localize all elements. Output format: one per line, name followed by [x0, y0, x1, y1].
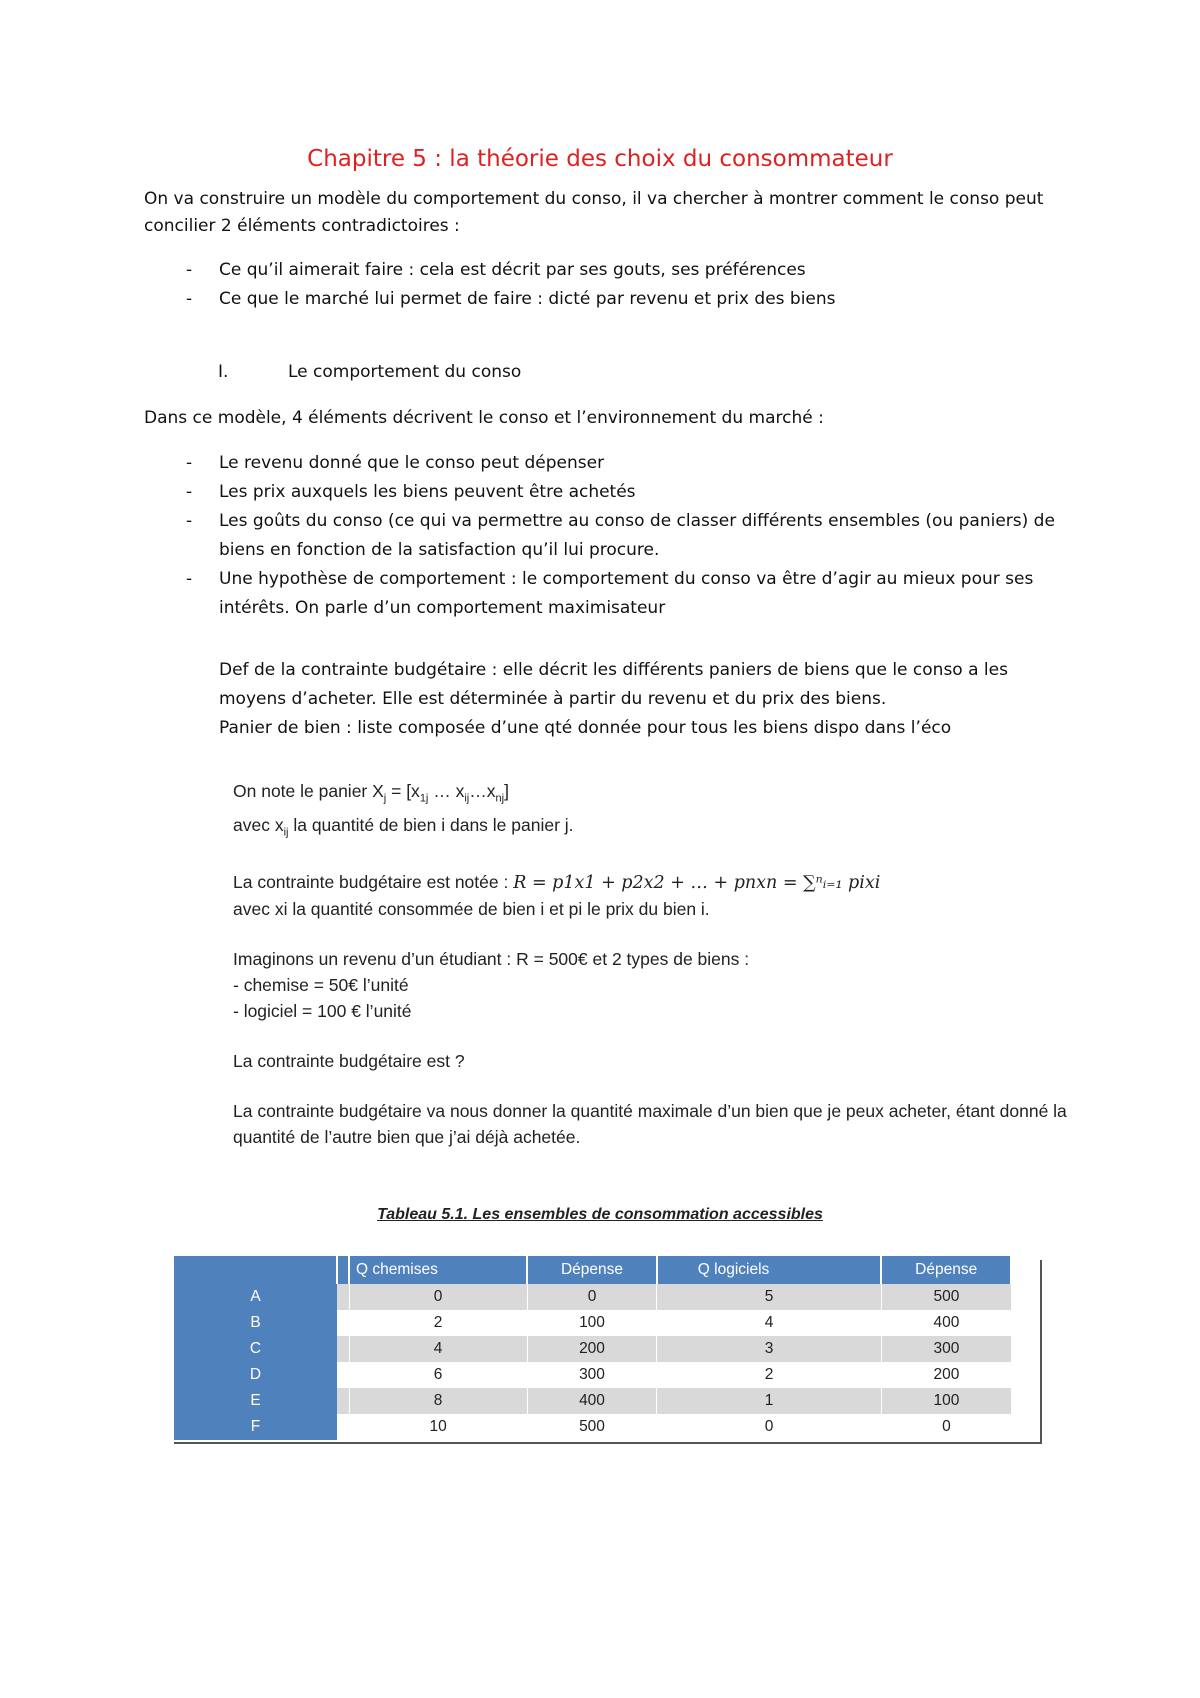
- table-row: B 2 100 4 400: [174, 1310, 1011, 1336]
- table-row: F 10 500 0 0: [174, 1414, 1011, 1440]
- question: La contrainte budgétaire est ?: [233, 1051, 465, 1071]
- section-title: Le comportement du conso: [288, 362, 522, 382]
- example-intro: Imaginons un revenu d’un étudiant : R = 500€ et 2 types de biens :: [233, 949, 750, 969]
- model-bullet-list: [186, 449, 1076, 623]
- intro-paragraph: On va construire un modèle du comportement du conso, il va chercher à montrer comment le conso peut concilier 2 éléments contradictoires :: [144, 189, 1044, 236]
- intro-bullet-list: [186, 256, 1076, 314]
- table-row: A 0 0 5 500: [174, 1284, 1011, 1310]
- example-item: - logiciel = 100 € l’unité: [233, 1001, 412, 1021]
- budget-constraint-formula: La contrainte budgétaire est notée : R = p1x1 + p2x2 + … + pnxn = ∑ⁿᵢ₌₁ pixi: [233, 872, 881, 893]
- consumption-table: [174, 1256, 1042, 1440]
- list-item: - Ce qu’il aimerait faire : cela est décrit par ses gouts, ses préférences: [186, 256, 1076, 285]
- table-row: C 4 200 3 300: [174, 1336, 1011, 1362]
- model-intro-paragraph: Dans ce modèle, 4 éléments décrivent le conso et l’environnement du marché :: [144, 408, 824, 428]
- table-header-row: [174, 1256, 1011, 1284]
- table-header-cell: Dépense: [881, 1256, 1011, 1284]
- formula-block: [233, 778, 1133, 1150]
- page-title: Chapitre 5 : la théorie des choix du consommateur: [307, 146, 893, 172]
- list-item: - Le revenu donné que le conso peut dépenser: [186, 449, 1076, 478]
- basket-notation-note: avec $x_{ij}$ la quantité de bien i dans le panier j.: [233, 814, 574, 838]
- section-heading: [218, 362, 521, 382]
- table-header-cell: Q chemises: [349, 1256, 527, 1284]
- formula-note: avec xi la quantité consommée de bien i et pi le prix du bien i.: [233, 899, 710, 919]
- table-row: D 6 300 2 200: [174, 1362, 1011, 1388]
- table-bottom-rule: [174, 1442, 1042, 1444]
- table-header-cell: Q logiciels: [657, 1256, 882, 1284]
- basket-definition: Panier de bien : liste composée d’une qté donnée pour tous les biens dispo dans l’éco: [219, 718, 952, 738]
- list-item: - Les prix auxquels les biens peuvent être achetés: [186, 478, 1076, 507]
- table-row: E 8 400 1 100: [174, 1388, 1011, 1414]
- table-header-cell: Dépense: [527, 1256, 657, 1284]
- table-right-rule: [1040, 1260, 1042, 1442]
- list-item: - Les goûts du conso (ce qui va permettre au conso de classer différents ensembles (ou paniers) de biens en fonction de la satisfaction qu’il lui procure.: [186, 507, 1076, 565]
- table-caption: Tableau 5.1. Les ensembles de consommation accessibles: [377, 1206, 823, 1223]
- answer: La contrainte budgétaire va nous donner la quantité maximale d’un bien que je peux acheter, étant donné la quantité de l’autre bien que j’ai déjà achetée.: [233, 1101, 1067, 1147]
- table-header-cell: [174, 1256, 337, 1284]
- section-number: I.: [218, 362, 229, 382]
- example-item: - chemise = 50€ l’unité: [233, 975, 409, 995]
- list-item: - Une hypothèse de comportement : le comportement du conso va être d’agir au mieux pour ses intérêts. On parle d’un comportement maximisateur: [186, 565, 1076, 623]
- budget-constraint-definition: Def de la contrainte budgétaire : elle décrit les différents paniers de biens que le conso a les moyens d’acheter. Elle est déterminée à partir du revenu et du prix des biens.: [219, 660, 1008, 709]
- basket-notation: On note le panier $X_j = [x_{1j}$ … $x_{ij}\dots x_{nj}$]: [233, 781, 509, 805]
- list-item: - Ce que le marché lui permet de faire : dicté par revenu et prix des biens: [186, 285, 1076, 314]
